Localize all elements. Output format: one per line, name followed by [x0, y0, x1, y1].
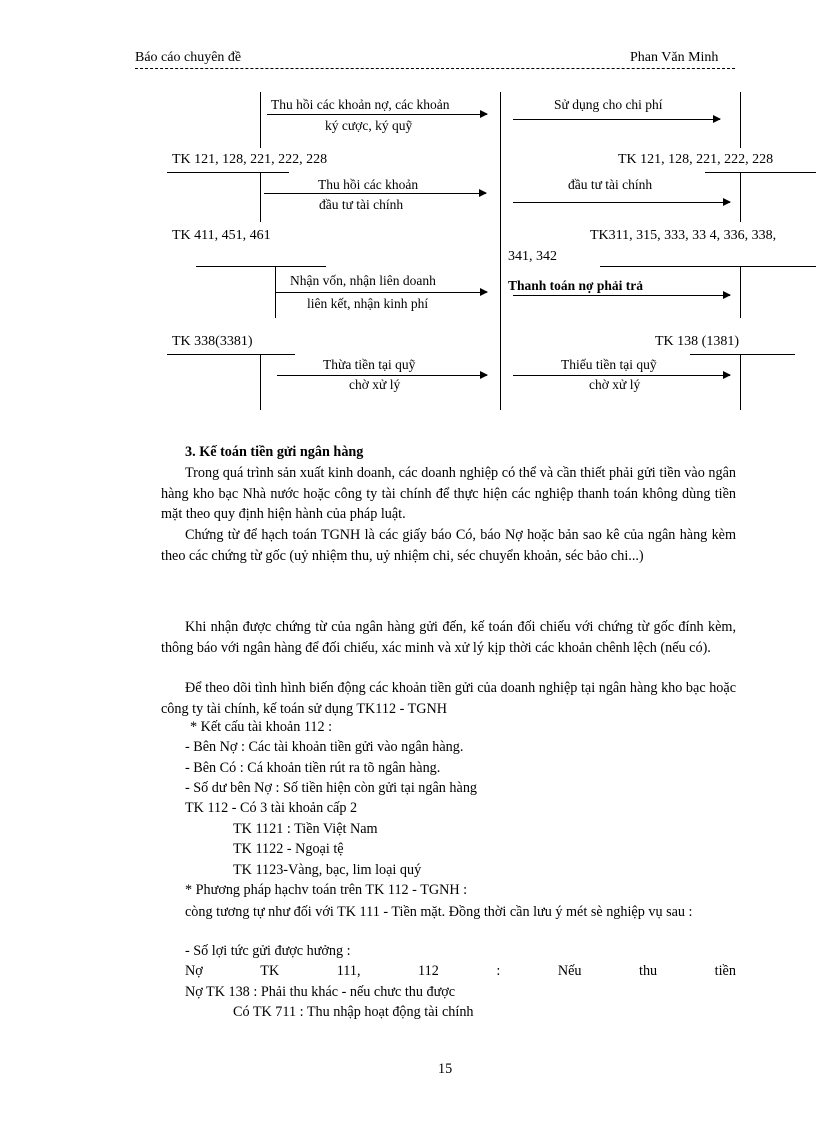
left-account-3-rule [167, 354, 295, 355]
paragraph-3 [161, 617, 736, 658]
line-debit-side: - Bên Nợ : Các tài khoản tiền gửi vào ngân hàng. [185, 739, 464, 755]
line-structure-heading: * Kết cấu tài khoản 112 : [190, 719, 333, 735]
left-row1-label-a: Thu hồi các khoản nợ, các khoản [271, 97, 450, 112]
right-account-1-rule [705, 172, 816, 173]
word: thu [639, 963, 658, 979]
right-t-account-4 [740, 354, 741, 410]
paragraph-2-text: Chứng từ để hạch toán TGNH là các giấy báo Có, báo Nợ hoặc bản sao kê của ngân hàng kèm theo các chứng từ gốc (uỷ nhiệm thu, uỷ nhiệm chi, séc chuyển khoản, séc bảo chi...) [161, 527, 736, 564]
right-account-2-rule [600, 266, 816, 267]
header-rule [135, 68, 735, 69]
line-tk-1121: TK 1121 : Tiền Việt Nam [233, 821, 378, 837]
word: tiền [714, 963, 736, 979]
left-row2-label-b: đầu tư tài chính [319, 197, 404, 212]
line-tk-1122: TK 1122 - Ngoại tệ [233, 841, 344, 857]
left-row2-arrow [264, 193, 486, 194]
left-account-3: TK 338(3381) [172, 334, 253, 349]
line-interest: - Số lợi tức gửi được hưởng : [185, 943, 351, 959]
page-number: 15 [438, 1061, 453, 1077]
right-row3-arrow [513, 295, 730, 296]
left-t-account-1 [260, 92, 261, 148]
center-divider [500, 92, 501, 410]
left-row3-label-a: Nhận vốn, nhận liên doanh [290, 273, 436, 288]
left-account-2-rule [196, 266, 326, 267]
paragraph-2 [161, 525, 736, 566]
left-account-1: TK 121, 128, 221, 222, 228 [172, 152, 328, 167]
paragraph-4 [161, 678, 736, 719]
left-row1-arrow [267, 114, 487, 115]
left-row4-label-a: Thừa tiền tại quỹ [323, 357, 416, 372]
right-row2-label: đầu tư tài chính [568, 177, 653, 192]
left-row1-label-b: ký cược, ký quỹ [325, 118, 413, 133]
left-t-account-4 [260, 354, 261, 410]
right-account-2-a: TK311, 315, 333, 33 4, 336, 338, [590, 228, 777, 243]
right-row4-label-b: chờ xử lý [589, 377, 641, 392]
right-account-1: TK 121, 128, 221, 222, 228 [618, 152, 774, 167]
right-t-account-1 [740, 92, 741, 148]
line-receivable-entry: Nợ TK 138 : Phải thu khác - nếu chưc thu được [185, 984, 456, 1000]
right-row4-label-a: Thiếu tiền tại quỹ [561, 357, 657, 372]
right-t-account-2 [740, 172, 741, 222]
section-heading: 3. Kế toán tiền gửi ngân hàng [185, 444, 364, 460]
left-account-1-rule [167, 172, 289, 173]
paragraph-4-text: Để theo dõi tình hình biến động các khoản tiền gửi của doanh nghiệp tại ngân hàng kho bạc hoặc công ty tài chính, kế toán sử dụng TK112 - TGNH [161, 680, 736, 717]
right-account-2-b: 341, 342 [508, 249, 557, 264]
line-credit-entry: Có TK 711 : Thu nhập hoạt động tài chính [233, 1004, 474, 1020]
paragraph-1 [161, 463, 736, 525]
right-t-account-3 [740, 266, 741, 318]
right-row3-label: Thanh toán nợ phải trả [508, 278, 644, 293]
word: : [496, 963, 501, 979]
line-tk-1123: TK 1123-Vàng, bạc, lim loại quý [233, 862, 422, 878]
paragraph-1-text: Trong quá trình sản xuất kinh doanh, các doanh nghiệp có thể và cần thiết phải gửi tiền vào ngân hàng kho bạc Nhà nước hoặc công ty tài chính để thực hiện các nghiệp thanh toán không dùng tiền mặt theo quy định hiện hành của pháp luật. [161, 465, 736, 522]
right-row2-arrow [513, 202, 730, 203]
line-method-heading: * Phương pháp hạchv toán trên TK 112 - TGNH : [185, 882, 468, 898]
left-row4-arrow [277, 375, 487, 376]
left-row3-arrow [275, 292, 487, 293]
right-account-3: TK 138 (1381) [655, 334, 739, 349]
paragraph-3-text: Khi nhận được chứng từ của ngân hàng gửi đến, kế toán đối chiếu với chứng từ gốc đính kèm, thông báo với ngân hàng để đối chiếu, xác minh và xử lý kịp thời các khoản chênh lệch (nếu có). [161, 619, 736, 656]
line-debit-balance: - Số dư bên Nợ : Số tiền hiện còn gửi tại ngân hàng [185, 780, 478, 796]
line-credit-side: - Bên Có : Cá khoản tiền rút ra tõ ngân hàng. [185, 760, 441, 776]
word: 111, [336, 963, 361, 979]
right-row1-arrow [513, 119, 720, 120]
header-left: Báo cáo chuyên đề [135, 50, 242, 65]
right-row4-arrow [513, 375, 730, 376]
paragraph-5-text: còng tương tự như đối với TK 111 - Tiền mặt. Đồng thời cần lưu ý mét sè nghiệp vụ sau : [185, 904, 693, 920]
paragraph-5 [185, 902, 736, 923]
left-row3-label-b: liên kết, nhận kinh phí [307, 296, 429, 311]
left-t-account-2 [260, 172, 261, 222]
left-row4-label-b: chờ xử lý [349, 377, 401, 392]
right-row1-label: Sử dụng cho chi phí [554, 97, 663, 112]
word: Nếu [557, 963, 582, 979]
left-account-2: TK 411, 451, 461 [172, 228, 271, 243]
line-debit-entry [185, 963, 736, 980]
line-sub-accounts: TK 112 - Có 3 tài khoản cấp 2 [185, 800, 358, 816]
header-right: Phan Văn Minh [630, 50, 719, 65]
left-row2-label-a: Thu hồi các khoản [318, 177, 419, 192]
word: Nợ [185, 963, 203, 979]
word: 112 [418, 963, 439, 979]
word: TK [260, 963, 280, 979]
right-account-3-rule [690, 354, 795, 355]
